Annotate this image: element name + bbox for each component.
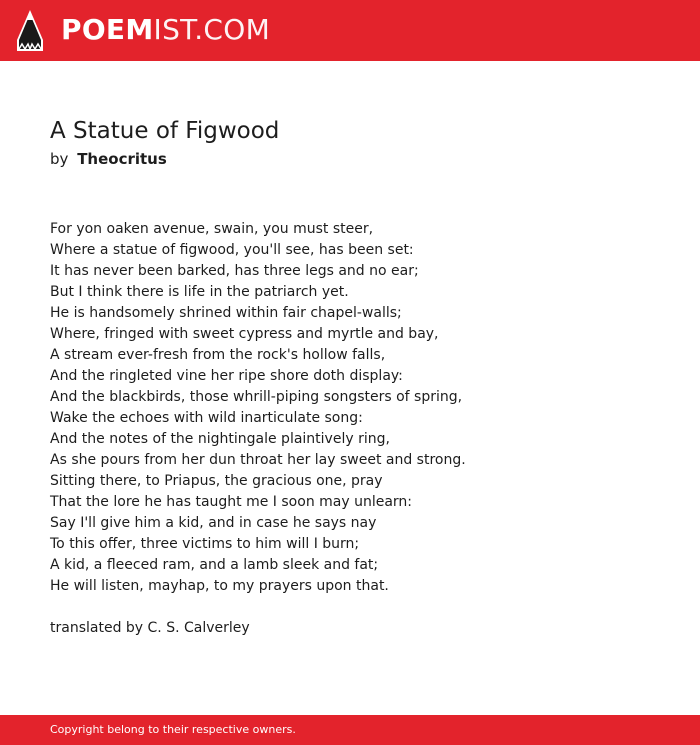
poem-line: That the lore he has taught me I soon may unlearn:	[50, 494, 413, 510]
poem-line: Where a statue of figwood, you'll see, has been set:	[50, 242, 414, 258]
poem-title: A Statue of Figwood	[50, 118, 280, 144]
site-logo[interactable]	[61, 12, 270, 48]
poem-line: He is handsomely shrined within fair chapel-walls;	[50, 305, 402, 321]
poem-line: It has never been barked, has three legs and no ear;	[50, 263, 419, 279]
logo-text-bold: POEM	[61, 13, 154, 46]
copyright-text: Copyright belong to their respective owners.	[50, 723, 296, 736]
poem-line: But I think there is life in the patriarch yet.	[50, 284, 349, 300]
poem-line: As she pours from her dun throat her lay sweet and strong.	[50, 452, 466, 468]
poem-line: To this offer, three victims to him will I burn;	[50, 536, 360, 552]
poem-line: Where, fringed with sweet cypress and myrtle and bay,	[50, 326, 439, 342]
poem-line: A kid, a fleeced ram, and a lamb sleek and fat;	[50, 557, 379, 573]
author-name[interactable]: Theocritus	[77, 150, 167, 168]
byline	[50, 149, 167, 169]
logo-text-light: IST.COM	[153, 13, 271, 46]
poem-line: Say I'll give him a kid, and in case he says nay	[50, 515, 377, 531]
poem-line: And the notes of the nightingale plaintively ring,	[50, 431, 390, 447]
by-label: by	[50, 150, 69, 168]
site-header	[0, 0, 700, 61]
site-footer	[0, 715, 700, 745]
poem-body	[50, 219, 670, 597]
poem-line: A stream ever-fresh from the rock's hollow falls,	[50, 347, 386, 363]
poem-line: He will listen, mayhap, to my prayers upon that.	[50, 578, 389, 594]
poem-line: For yon oaken avenue, swain, you must steer,	[50, 221, 374, 237]
poem-line: And the blackbirds, those whrill-piping songsters of spring,	[50, 389, 463, 405]
pen-nib-icon[interactable]	[17, 10, 43, 51]
translator-credit: translated by C. S. Calverley	[50, 620, 250, 636]
poem-line: Sitting there, to Priapus, the gracious one, pray	[50, 473, 383, 489]
poem-line: And the ringleted vine her ripe shore doth display:	[50, 368, 403, 384]
poem-line: Wake the echoes with wild inarticulate song:	[50, 410, 363, 426]
